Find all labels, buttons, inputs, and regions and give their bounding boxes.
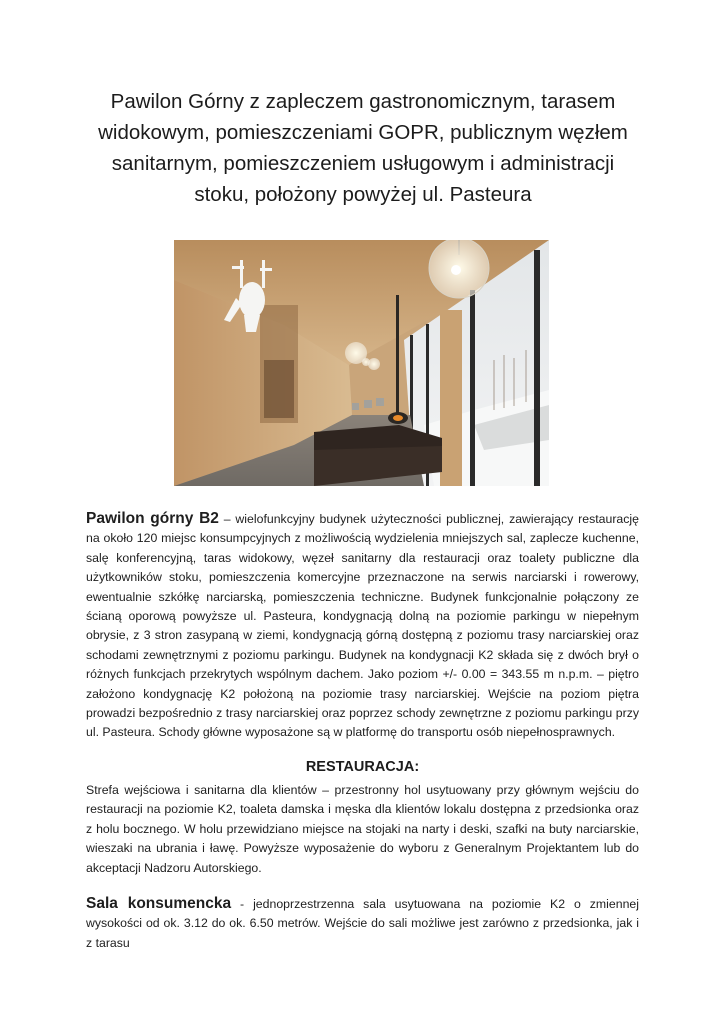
hall-text: - jednoprzestrzenna sala usytuowana na poziomie K2 o zmiennej wysokości od ok. 3.12 do ok. 6.50 metrów. Wejście do sali możliwe jest zarówno z przedsionka, jak i z tarasu <box>86 897 639 950</box>
pavilion-paragraph <box>86 509 639 743</box>
restaurant-paragraph: Strefa wejściowa i sanitarna dla klientów – przestronny hol usytuowany przy głównym wejściu do restauracji na poziomie K2, toaleta damska i męska dla klientów lokalu dostępna z przedsionka oraz z holu bocznego. W holu przewidziano miejsce na stojaki na narty i deski, szafki na buty narciarskie, wieszaki na ubrania i ławę. Powyższe wyposażenie do wyboru z Generalnym Projektantem lub do akceptacji Nadzoru Autorskiego. <box>86 783 639 875</box>
pavilion-text: – wielofunkcyjny budynek użyteczności publicznej, zawierający restaurację na około 120 miejsc konsumpcyjnych z możliwością wydzielenia mniejszych sal, zaplecze kuchenne, salę konferencyjną, taras widokowy, węzeł sanitarny dla restauracji oraz toalety publiczne dla użytkowników stoku, pomieszczenia komercyjne przeznaczone na serwis narciarski i rowerowy, ewentualnie szkółkę narciarską, pomieszczenia techniczne. Budynek funkcjonalnie połączony ze ścianą oporową powyższe ul. Pasteura, kondygnacją dolną na poziomie parkingu w niepełnym obrysie, z 3 stron zasypaną w ziemi, kondygnacją górną dostępną z poziomu trasy narciarskiej oraz schodami zewnętrznymi z poziomu parkingu. Budynek na kondygnacji K2 składa się z dwóch brył o różnych funkcjach przekrytych wspólnym dachem. Jako poziom +/- 0.00 = 343.55 m n.p.m. – piętro założono kondygnację K2 położoną na poziomie trasy narciarskiej. Wejście na poziom piętra prowadzi bezpośrednio z trasy narciarskiej oraz poprzez schody zewnętrzne z poziomu parkingu przy ul. Pasteura. Schody główne wyposażone są w platformę do transportu osób niepełnosprawnych. <box>86 512 639 740</box>
restaurant-heading: RESTAURACJA: <box>305 759 420 775</box>
hall-paragraph <box>86 894 639 953</box>
document-title: Pawilon Górny z zapleczem gastronomicznym, tarasem widokowym, pomieszczeniami GOPR, publicznym węzłem sanitarnym, pomieszczeniem usługowym i administracji stoku, położony powyżej ul. Pasteura <box>98 90 628 206</box>
interior-photo <box>174 240 549 486</box>
hall-lead: Sala konsumencka <box>86 895 232 912</box>
pavilion-lead: Pawilon górny B2 <box>86 510 219 527</box>
